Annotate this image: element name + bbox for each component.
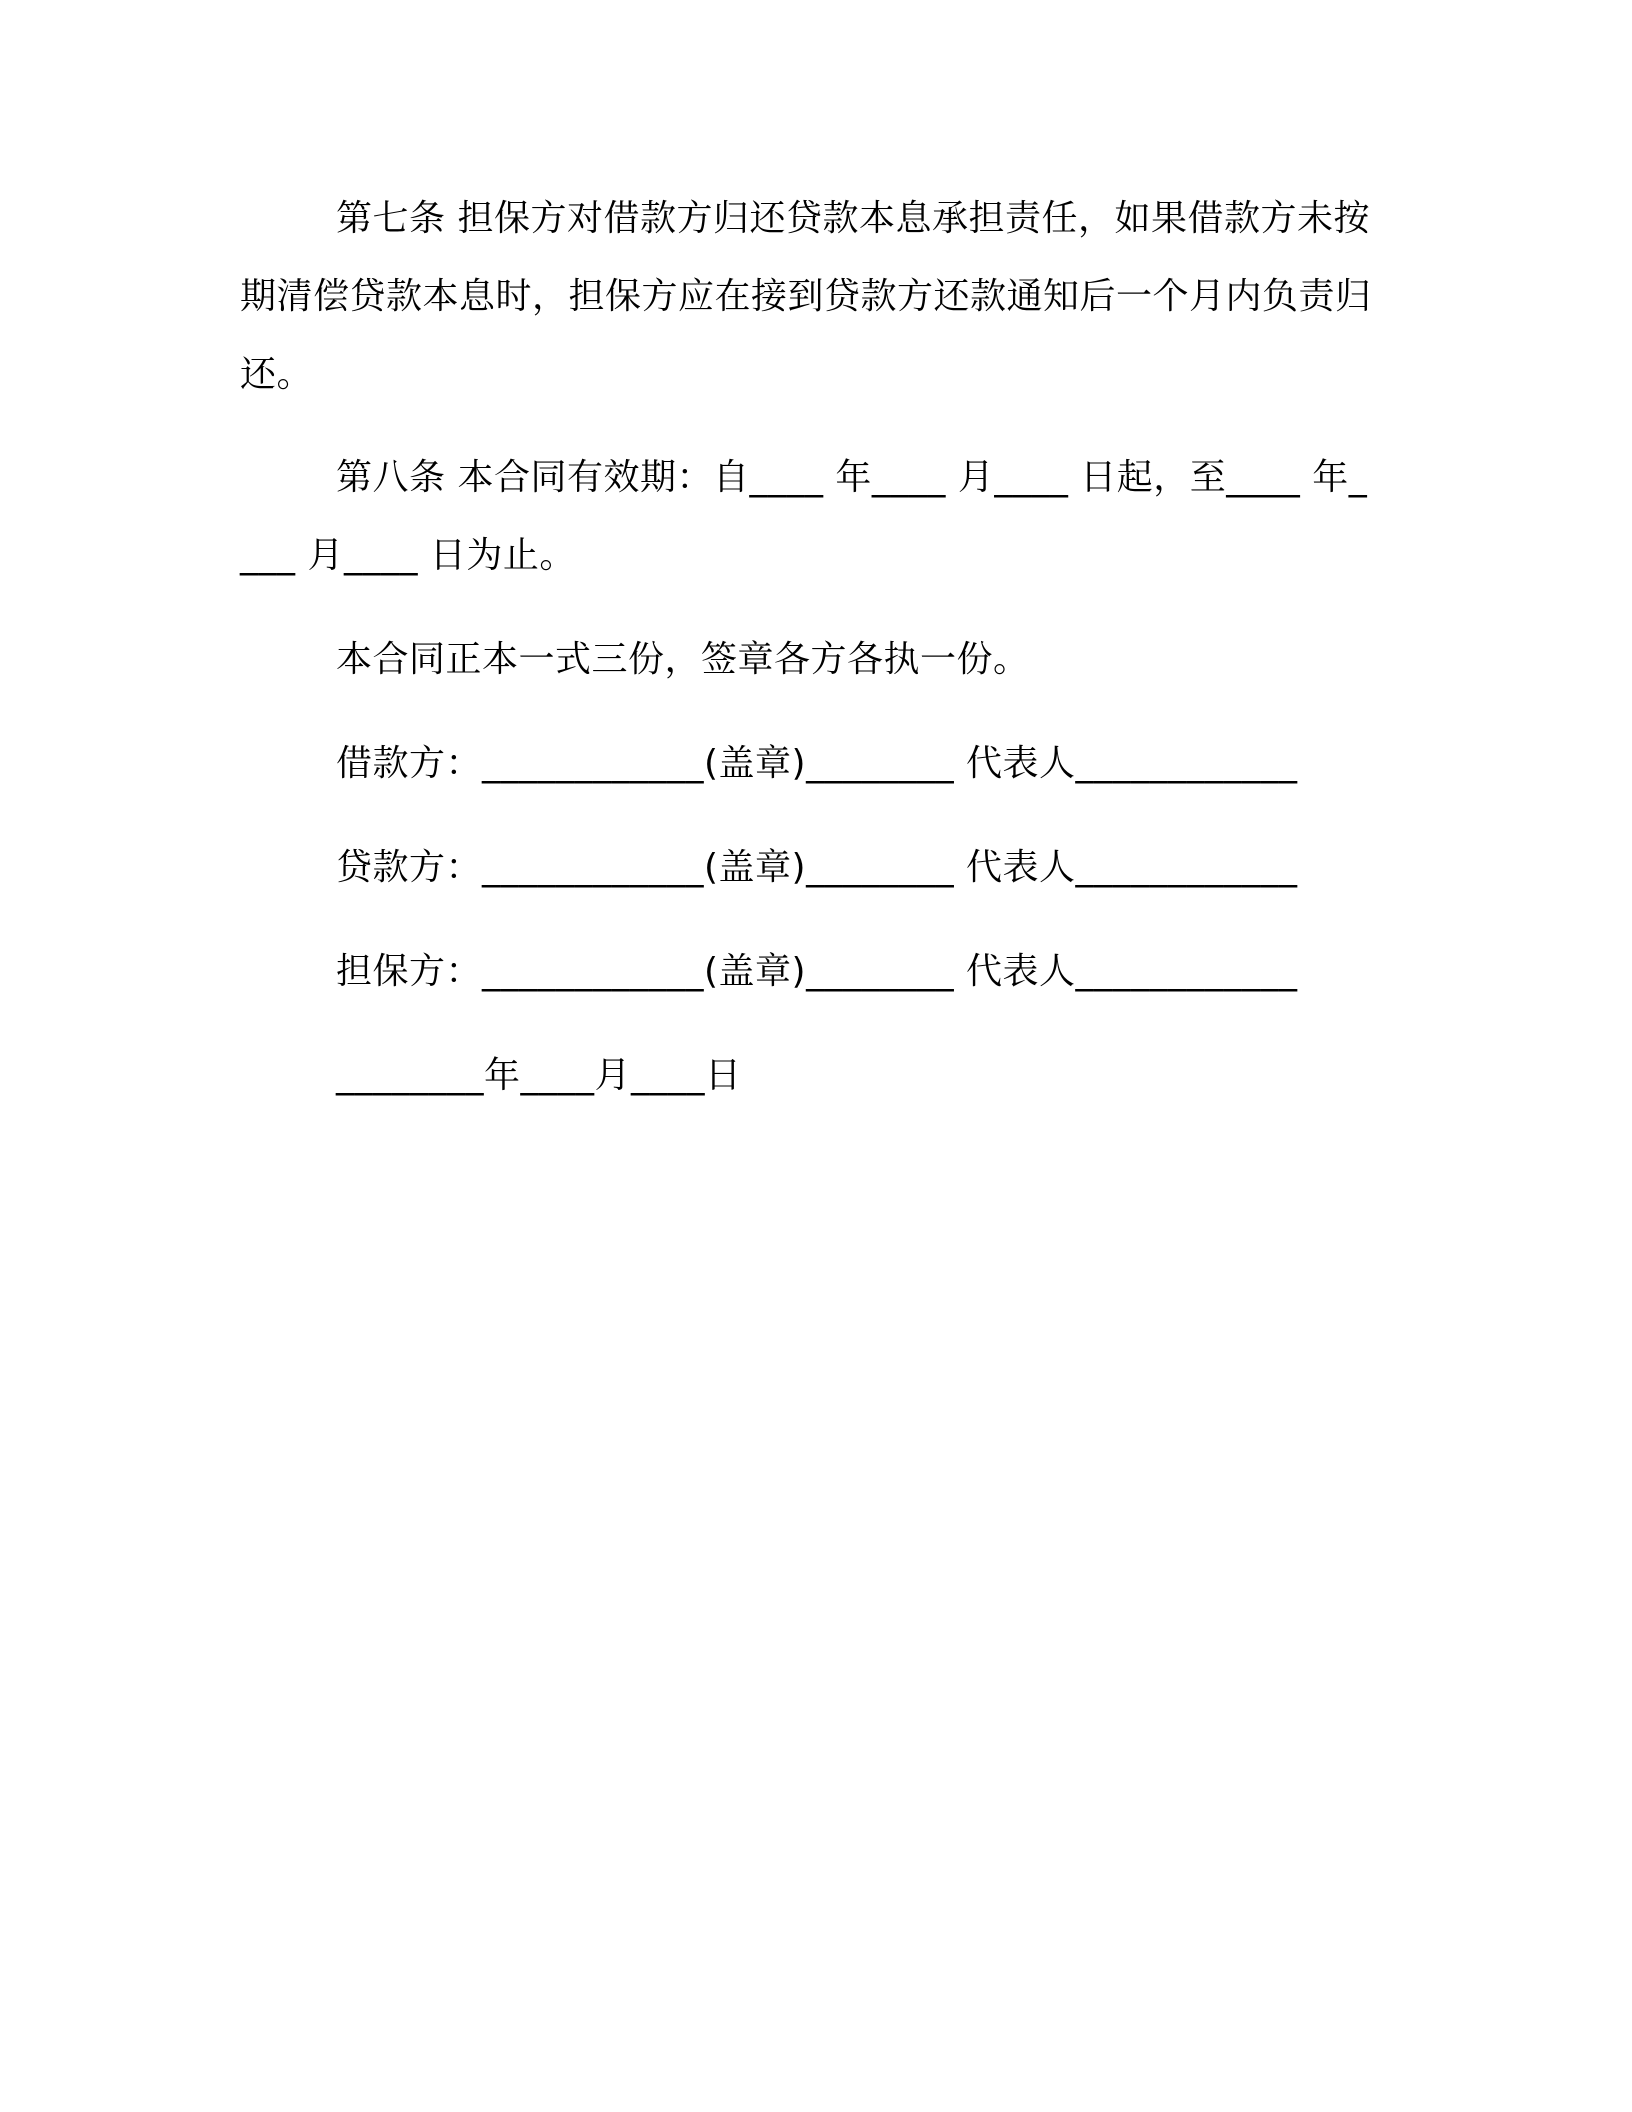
date-line: ________年____月____日 <box>336 1055 742 1096</box>
copies-statement: 本合同正本一式三份，签章各方各执一份。 <box>336 639 1030 680</box>
article-8-paragraph: 第八条 本合同有效期：自____ 年____ 月____ 日起，至____ 年____ 月____ 日为止。 <box>240 457 1368 576</box>
article-7-paragraph: 第七条 担保方对借款方归还贷款本息承担责任，如果借款方未按期清偿贷款本息时，担保方应在接到贷款方还款通知后一个月内负责归还。 <box>240 198 1372 395</box>
document-body <box>240 180 1380 1115</box>
lender-signature-line: 贷款方：____________(盖章)________ 代表人____________ <box>336 847 1298 888</box>
borrower-signature-line: 借款方：____________(盖章)________ 代表人____________ <box>336 743 1298 784</box>
guarantor-signature-line: 担保方：____________(盖章)________ 代表人____________ <box>336 951 1298 992</box>
